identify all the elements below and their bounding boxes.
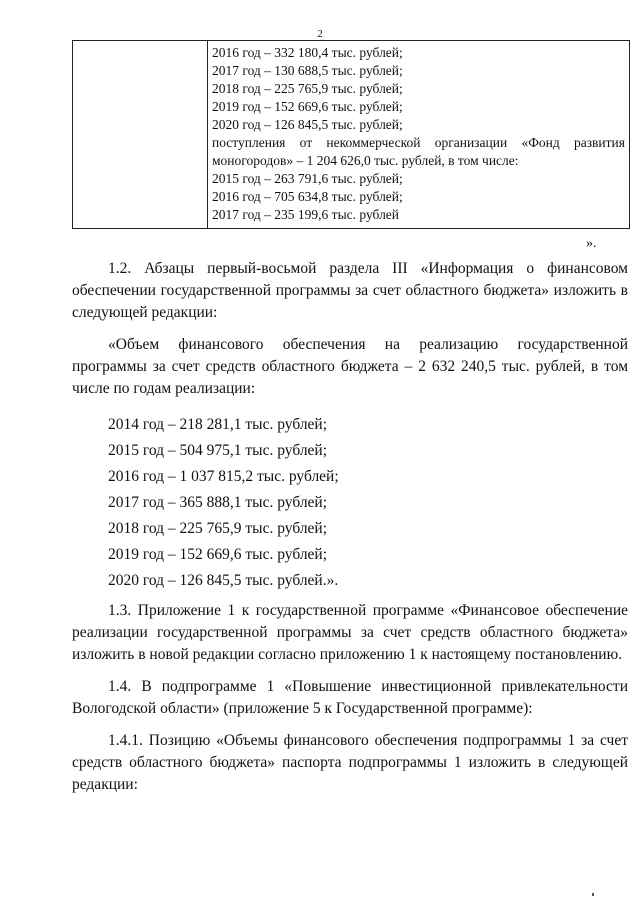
table-cell-empty xyxy=(73,41,208,229)
table-line: 2017 год – 235 199,6 тыс. рублей xyxy=(212,207,400,222)
table-row xyxy=(73,41,630,229)
table-line: поступления от некоммерческой организации «Фонд развития моногородов» – 1 204 626,0 тыс. рублей, в том числе: xyxy=(212,135,625,168)
list-item: 2020 год – 126 845,5 тыс. рублей.». xyxy=(108,572,339,589)
scan-mark xyxy=(592,893,594,896)
table-line: 2016 год – 705 634,8 тыс. рублей; xyxy=(212,189,403,204)
paragraph-1-4-1: 1.4.1. Позицию «Объемы финансового обеспечения подпрограммы 1 за счет средств областного бюджета» паспорта подпрограммы 1 изложить в следующей редакции: xyxy=(72,732,628,793)
budget-table xyxy=(72,40,630,229)
table-line: 2016 год – 332 180,4 тыс. рублей; xyxy=(212,45,403,60)
table-line: 2020 год – 126 845,5 тыс. рублей; xyxy=(212,117,403,132)
section-1-3-1-4 xyxy=(72,600,628,796)
years-list xyxy=(72,414,628,596)
paragraph-1-3: 1.3. Приложение 1 к государственной программе «Финансовое обеспечение реализации государственной программы за счет средств областного бюджета» изложить в новой редакции согласно приложению 1 к настоящему постановлению. xyxy=(72,602,628,663)
table-line: 2017 год – 130 688,5 тыс. рублей; xyxy=(212,63,403,78)
paragraph-1-4: 1.4. В подпрограмме 1 «Повышение инвестиционной привлекательности Вологодской области» (приложение 5 к Государственной программе): xyxy=(72,678,628,717)
section-1-2 xyxy=(72,258,628,410)
list-item: 2018 год – 225 765,9 тыс. рублей; xyxy=(108,520,328,537)
table-line: 2019 год – 152 669,6 тыс. рублей; xyxy=(212,99,403,114)
table-cell-funding xyxy=(208,41,630,229)
page-number: 2 xyxy=(317,28,323,40)
table-line: 2015 год – 263 791,6 тыс. рублей; xyxy=(212,171,403,186)
table-line: 2018 год – 225 765,9 тыс. рублей; xyxy=(212,81,403,96)
list-item: 2019 год – 152 669,6 тыс. рублей; xyxy=(108,546,328,563)
table-closing-quote: ». xyxy=(586,236,597,251)
list-item: 2014 год – 218 281,1 тыс. рублей; xyxy=(108,416,328,433)
paragraph-1-2: 1.2. Абзацы первый-восьмой раздела III «Информация о финансовом обеспечении государственной программы за счет областного бюджета» изложить в следующей редакции: xyxy=(72,260,628,321)
list-item: 2016 год – 1 037 815,2 тыс. рублей; xyxy=(108,468,339,485)
paragraph-1-2-quote: «Объем финансового обеспечения на реализацию государственной программы за счет средств областного бюджета – 2 632 240,5 тыс. рублей, в том числе по годам реализации: xyxy=(72,336,628,397)
list-item: 2015 год – 504 975,1 тыс. рублей; xyxy=(108,442,328,459)
list-item: 2017 год – 365 888,1 тыс. рублей; xyxy=(108,494,328,511)
